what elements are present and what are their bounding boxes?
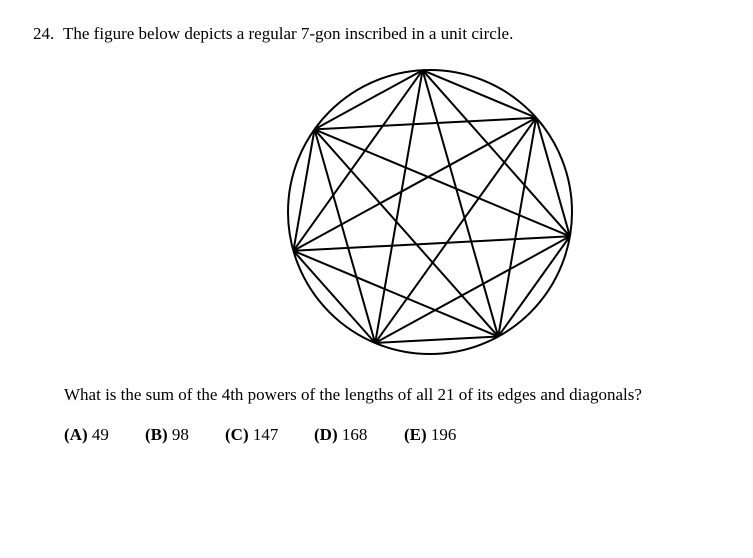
choice-a[interactable] (64, 425, 109, 445)
choice-e[interactable] (404, 425, 456, 445)
polygon-diagonal (498, 118, 536, 337)
choice-b[interactable] (145, 425, 189, 445)
choice-e-value: 196 (430, 425, 457, 444)
choice-d[interactable] (314, 425, 367, 445)
choice-d-value: 168 (341, 425, 368, 444)
polygon-diagonal (315, 129, 376, 343)
unit-circle (288, 70, 572, 354)
choice-b-value: 98 (171, 425, 189, 444)
polygon-diagonal (423, 70, 570, 236)
polygon-diagonal (375, 118, 536, 343)
edges-and-diagonals (293, 70, 570, 343)
question-text: What is the sum of the 4th powers of the lengths of all 21 of its edges and diagonals? (64, 385, 642, 404)
polygon-diagonal (293, 70, 422, 251)
polygon-diagonal (315, 118, 537, 130)
polygon-edge (315, 70, 423, 129)
choice-a-letter: (A) (64, 425, 88, 444)
polygon-diagonal (375, 236, 570, 343)
choice-b-letter: (B) (145, 425, 168, 444)
choice-e-letter: (E) (404, 425, 427, 444)
polygon-diagonal (293, 251, 498, 337)
polygon-edge (423, 70, 537, 118)
choice-c-letter: (C) (225, 425, 249, 444)
polygon-edge (375, 337, 498, 343)
polygon-edge (498, 236, 570, 336)
choice-c[interactable] (225, 425, 278, 445)
choice-d-letter: (D) (314, 425, 338, 444)
choice-c-value: 147 (252, 425, 279, 444)
problem-number: 24. (33, 24, 55, 43)
problem-text: The figure below depicts a regular 7-gon inscribed in a unit circle. (63, 24, 514, 43)
choice-a-value: 49 (91, 425, 109, 444)
polygon-diagonal (293, 236, 570, 250)
